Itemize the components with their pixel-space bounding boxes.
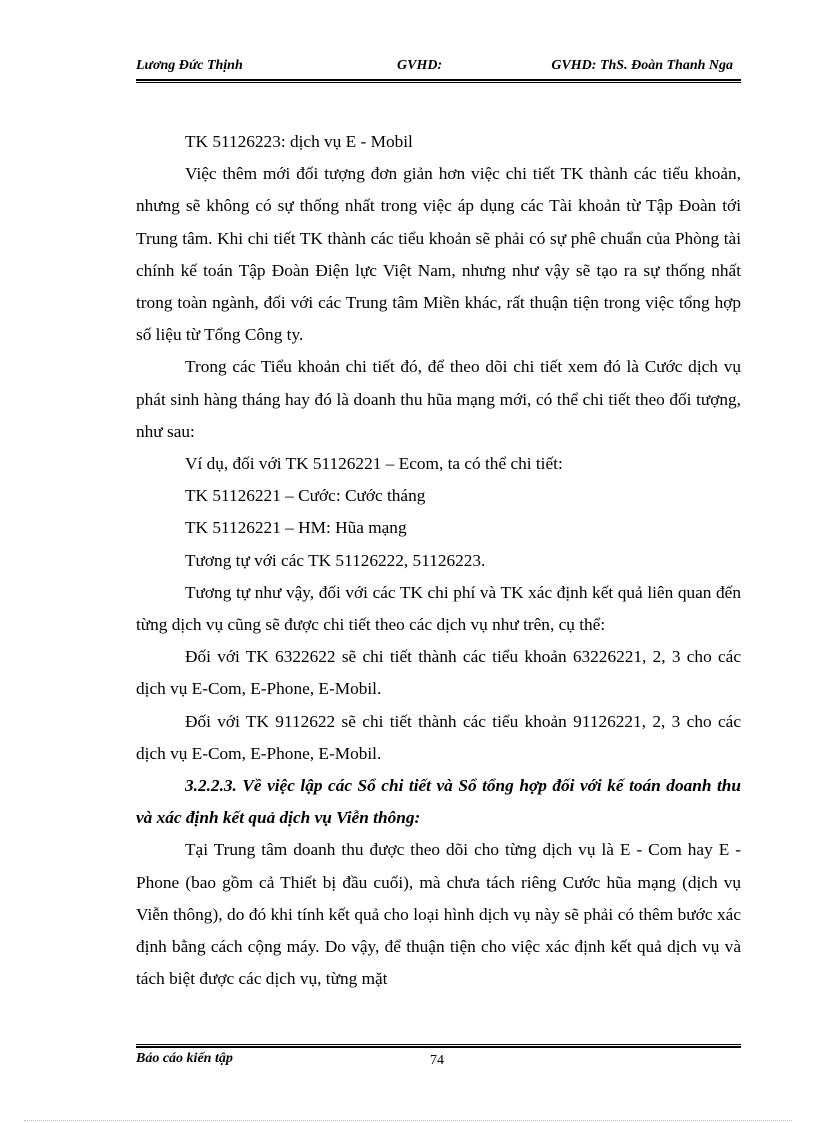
footer-rule-thick	[136, 1046, 741, 1048]
paragraph-new-object: Việc thêm mới đối tượng đơn giản hơn việc chi tiết TK thành các tiểu khoản, nhưng sẽ không có sự thống nhất trong việc áp dụng các Tài khoản từ Tập Đoàn tới Trung tâm. Khi chi tiết TK thành các tiểu khoản sẽ phải có sự phê chuẩn của Phòng tài chính kế toán Tập Đoàn Điện lực Việt Nam, nhưng như vậy sẽ tạo ra sự thống nhất trong toàn ngành, đối với các Trung tâm Miền khác, rất thuận tiện trong việc tổng hợp số liệu từ Tổng Công ty.	[136, 164, 741, 345]
section-heading-3-2-2-3: 3.2.2.3. Về việc lập các Sổ chi tiết và Sổ tổng hợp đối với kế toán doanh thu và xác định kết quả dịch vụ Viễn thông:	[136, 776, 741, 828]
header-rule-thick	[136, 79, 741, 81]
header-gvhd-label: GVHD:	[397, 58, 443, 73]
header-author: Lương Đức Thịnh	[136, 58, 243, 73]
paragraph-revenue-tracking: Tại Trung tâm doanh thu được theo dõi cho từng dịch vụ là E - Com hay E - Phone (bao gồm cả Thiết bị đầu cuối), mà chưa tách riêng Cước hũa mạng (dịch vụ Viễn thông), do đó khi tính kết quả cho loại hình dịch vụ này sẽ phải có thêm bước xác định bằng cách cộng máy. Do vậy, để thuận tiện cho việc xác định kết quả dịch vụ và tách biệt được các dịch vụ, từng mặt	[136, 840, 741, 989]
page-footer	[136, 1051, 741, 1073]
paragraph-tk-911: Đối với TK 9112622 sẽ chi tiết thành các tiểu khoản 91126221, 2, 3 cho các dịch vụ E-Com, E-Phone, E-Mobil.	[136, 711, 741, 763]
paragraph-similar: Tương tự với các TK 51126222, 51126223.	[185, 550, 486, 570]
page-number: 74	[430, 1053, 444, 1068]
header-supervisor: GVHD: ThS. Đoàn Thanh Nga	[551, 58, 733, 73]
paragraph-account-cuoc: TK 51126221 – Cước: Cước tháng	[185, 486, 426, 506]
page-body	[136, 126, 741, 995]
page-bottom-edge	[24, 1120, 792, 1121]
footer-rule-thin	[136, 1044, 741, 1045]
header-rule-thin	[136, 82, 741, 83]
footer-report-label: Báo cáo kiến tập	[136, 1051, 233, 1066]
page-header	[136, 56, 741, 78]
paragraph-example: Ví dụ, đối với TK 51126221 – Ecom, ta có thể chi tiết:	[185, 454, 563, 474]
paragraph-account-emobil: TK 51126223: dịch vụ E - Mobil	[185, 132, 413, 151]
paragraph-sub-accounts: Trong các Tiểu khoản chi tiết đó, để theo dõi chi tiết xem đó là Cước dịch vụ phát sinh hàng tháng hay đó là doanh thu hũa mạng mới, có thể chi tiết theo đối tượng, như sau:	[136, 357, 741, 441]
paragraph-expense-accounts: Tương tự như vậy, đối với các TK chi phí và TK xác định kết quả liên quan đến từng dịch vụ cũng sẽ được chi tiết theo các dịch vụ như trên, cụ thể:	[136, 582, 741, 635]
paragraph-tk-632: Đối với TK 6322622 sẽ chi tiết thành các tiểu khoản 63226221, 2, 3 cho các dịch vụ E-Com, E-Phone, E-Mobil.	[136, 647, 741, 699]
paragraph-account-hm: TK 51126221 – HM: Hũa mạng	[185, 518, 407, 538]
